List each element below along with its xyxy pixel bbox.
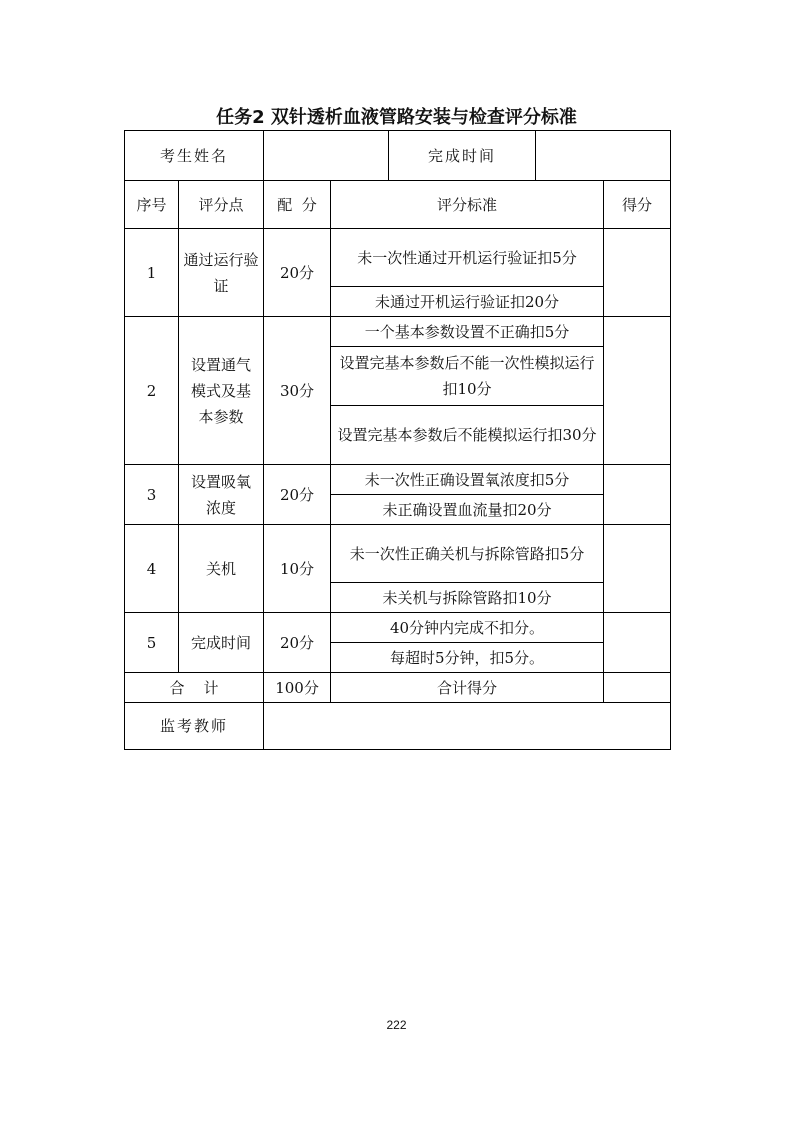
row-5-criteria-2: 每超时5分钟，扣5分。 (331, 643, 604, 673)
examinee-name-value[interactable] (264, 131, 389, 181)
header-criteria: 评分标准 (331, 181, 604, 229)
completion-time-value[interactable] (536, 131, 671, 181)
supervisor-value[interactable] (264, 703, 671, 750)
row-1-criteria-1: 未一次性通过开机运行验证扣5分 (331, 229, 604, 287)
row-1-got[interactable] (604, 229, 671, 317)
row-2-criteria-1: 一个基本参数设置不正确扣5分 (331, 317, 604, 347)
row-5-score: 20分 (264, 613, 331, 673)
row-3-point: 设置吸氧浓度 (179, 465, 264, 525)
header-no: 序号 (125, 181, 179, 229)
row-4-criteria-1: 未一次性正确关机与拆除管路扣5分 (331, 525, 604, 583)
scoring-table (124, 130, 671, 750)
examinee-name-label: 考生姓名 (125, 131, 264, 181)
row-5-no: 5 (125, 613, 179, 673)
total-criteria: 合计得分 (331, 673, 604, 703)
total-score: 100分 (264, 673, 331, 703)
row-3-score: 20分 (264, 465, 331, 525)
total-label: 合 计 (125, 673, 264, 703)
row-5-got[interactable] (604, 613, 671, 673)
header-point: 评分点 (179, 181, 264, 229)
row-1-point: 通过运行验证 (179, 229, 264, 317)
row-3-criteria-1: 未一次性正确设置氧浓度扣5分 (331, 465, 604, 495)
row-4-criteria-2: 未关机与拆除管路扣10分 (331, 583, 604, 613)
row-3-criteria-2: 未正确设置血流量扣20分 (331, 495, 604, 525)
row-2-got[interactable] (604, 317, 671, 465)
row-3-got[interactable] (604, 465, 671, 525)
total-got[interactable] (604, 673, 671, 703)
row-1-criteria-2: 未通过开机运行验证扣20分 (331, 287, 604, 317)
row-1-no: 1 (125, 229, 179, 317)
header-score: 配 分 (264, 181, 331, 229)
supervisor-label: 监考教师 (125, 703, 264, 750)
row-4-point: 关机 (179, 525, 264, 613)
header-got: 得分 (604, 181, 671, 229)
row-4-got[interactable] (604, 525, 671, 613)
row-2-criteria-3: 设置完基本参数后不能模拟运行扣30分 (331, 406, 604, 465)
row-2-score: 30分 (264, 317, 331, 465)
row-2-point: 设置通气模式及基本参数 (179, 317, 264, 465)
page-number: 222 (386, 1018, 407, 1032)
row-2-criteria-2: 设置完基本参数后不能一次性模拟运行扣10分 (331, 347, 604, 406)
row-1-score: 20分 (264, 229, 331, 317)
page-title: 任务2 双针透析血液管路安装与检查评分标准 (216, 107, 577, 128)
completion-time-label: 完成时间 (389, 131, 536, 181)
row-4-no: 4 (125, 525, 179, 613)
row-3-no: 3 (125, 465, 179, 525)
row-2-no: 2 (125, 317, 179, 465)
row-4-score: 10分 (264, 525, 331, 613)
row-5-criteria-1: 40分钟内完成不扣分。 (331, 613, 604, 643)
row-5-point: 完成时间 (179, 613, 264, 673)
